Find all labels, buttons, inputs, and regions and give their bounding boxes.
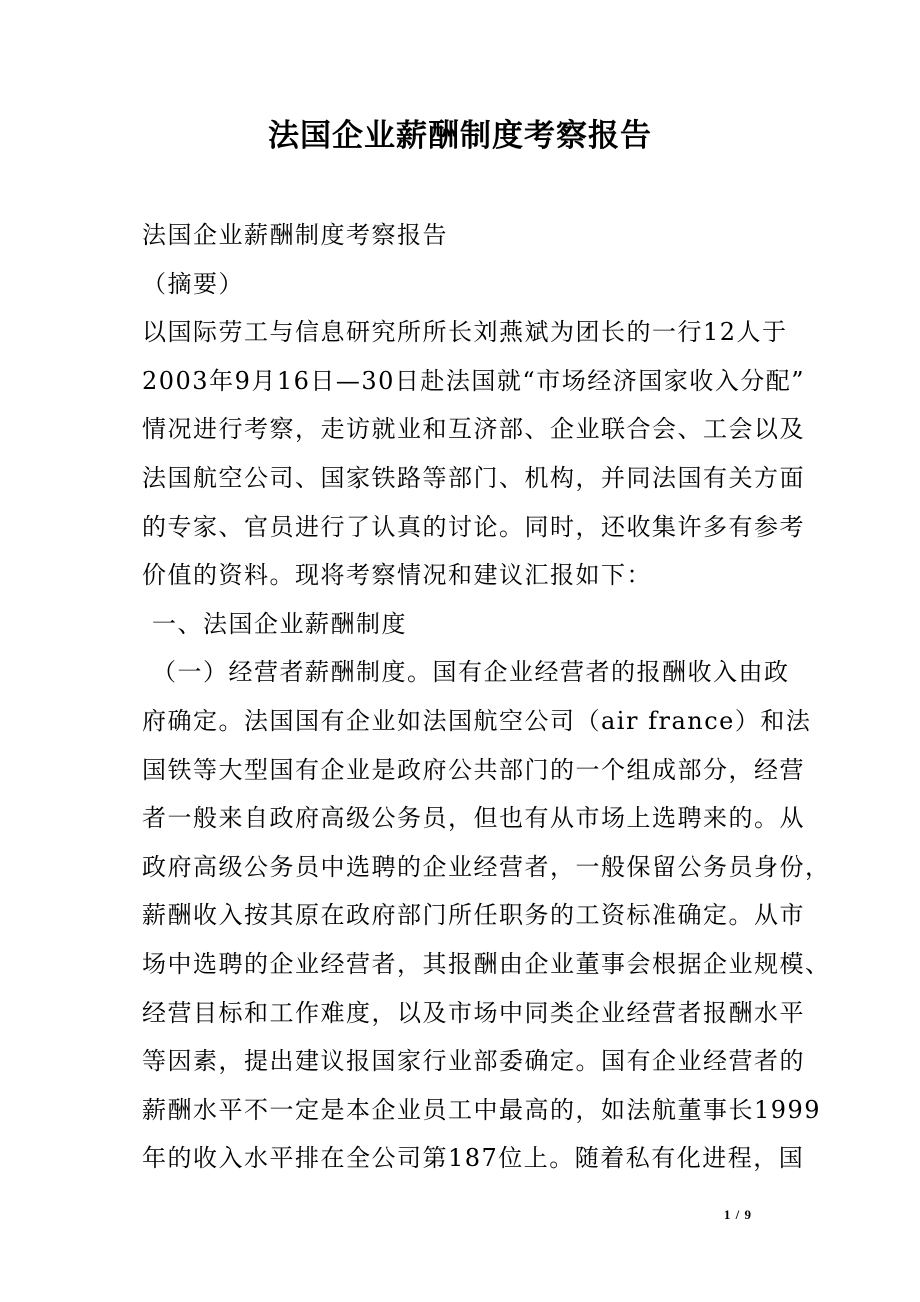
intro-line: 法国航空公司、国家铁路等部门、机构，并同法国有关方面	[142, 463, 805, 492]
page-indicator: 1 / 9	[723, 1207, 752, 1222]
section-line: 府确定。法国国有企业如法国航空公司（air france）和法	[142, 706, 812, 735]
section-line: 场中选聘的企业经营者，其报酬由企业董事会根据企业规模、	[142, 949, 831, 978]
subtitle-line: 法国企业薪酬制度考察报告	[142, 221, 448, 249]
document-body	[142, 211, 831, 1183]
intro-line: 以国际劳工与信息研究所所长刘燕斌为团长的一行12人于	[142, 318, 788, 347]
section-line: 国铁等大型国有企业是政府公共部门的一个组成部分，经营	[142, 755, 805, 784]
section-line: 等因素，提出建议报国家行业部委确定。国有企业经营者的	[142, 1047, 805, 1076]
section-line: （一）经营者薪酬制度。国有企业经营者的报酬收入由政	[152, 658, 790, 687]
intro-line: 2003年9月16日—30日赴法国就“市场经济国家收入分配”	[142, 366, 805, 395]
section-heading: 一、法国企业薪酬制度	[152, 609, 407, 638]
section-line: 年的收入水平排在全公司第187位上。随着私有化进程，国	[142, 1144, 805, 1173]
section-line: 薪酬收入按其原在政府部门所任职务的工资标准确定。从市	[142, 901, 805, 930]
intro-line: 情况进行考察，走访就业和互济部、企业联合会、工会以及	[142, 415, 805, 444]
intro-line: 价值的资料。现将考察情况和建议汇报如下：	[142, 561, 652, 590]
section-line: 薪酬水平不一定是本企业员工中最高的，如法航董事长1999	[142, 1095, 822, 1124]
document-title: 法国企业薪酬制度考察报告	[268, 118, 652, 154]
section-line: 政府高级公务员中选聘的企业经营者，一般保留公务员身份，	[142, 852, 831, 881]
intro-line: 的专家、官员进行了认真的讨论。同时，还收集许多有参考	[142, 512, 805, 541]
abstract-label: （摘要）	[142, 269, 244, 298]
section-line: 经营目标和工作难度，以及市场中同类企业经营者报酬水平	[142, 998, 805, 1027]
section-paragraph	[142, 648, 831, 1183]
intro-paragraph	[142, 308, 805, 600]
section-line: 者一般来自政府高级公务员，但也有从市场上选聘来的。从	[142, 804, 805, 833]
